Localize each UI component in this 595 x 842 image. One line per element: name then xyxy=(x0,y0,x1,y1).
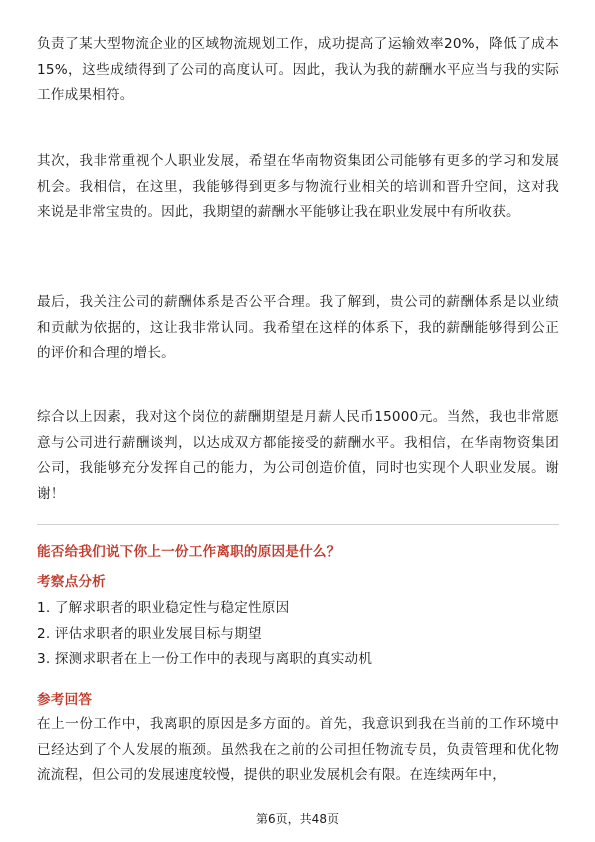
list-item: 1. 了解求职者的职业稳定性与稳定性原因 xyxy=(37,600,290,616)
section-divider xyxy=(37,524,559,525)
analysis-heading: 考察点分析 xyxy=(37,574,106,590)
page-number: 第6页，共48页 xyxy=(256,812,339,826)
analysis-list xyxy=(37,596,372,673)
paragraph-salary-achievements: 负责了某大型物流企业的区域物流规划工作，成功提高了运输效率20%，降低了成本15%，这些成绩得到了公司的高度认可。因此，我认为我的薪酬水平应当与我的实际工作成果相符。 xyxy=(37,36,559,103)
reference-answer: 在上一份工作中，我离职的原因是多方面的。首先，我意识到我在当前的工作环境中已经达到了个人发展的瓶颈。虽然我在之前的公司担任物流专员，负责管理和优化物流流程，但公司的发展速度较慢，提供的职业发展机会有限。在连续两年中， xyxy=(37,716,559,783)
paragraph-summary: 综合以上因素，我对这个岗位的薪酬期望是月薪人民币15000元。当然，我也非常愿意与公司进行薪酬谈判，以达成双方都能接受的薪酬水平。我相信，在华南物资集团公司，我能够充分发挥自己的能力，为公司创造价值，同时也实现个人职业发展。谢谢！ xyxy=(37,409,559,502)
list-item: 3. 探测求职者在上一份工作中的表现与离职的真实动机 xyxy=(37,651,373,667)
paragraph-salary-system: 最后，我关注公司的薪酬体系是否公平合理。我了解到，贵公司的薪酬体系是以业绩和贡献为依据的，这让我非常认同。我希望在这样的体系下，我的薪酬能够得到公正的评价和合理的增长。 xyxy=(37,294,559,361)
reference-heading: 参考回答 xyxy=(37,692,93,708)
paragraph-career-development: 其次，我非常重视个人职业发展，希望在华南物资集团公司能够有更多的学习和发展机会。我相信，在这里，我能够得到更多与物流行业相关的培训和晋升空间，这对我来说是非常宝贵的。因此，我期望的薪酬水平能够让我在职业发展中有所收获。 xyxy=(37,153,559,220)
list-item: 2. 评估求职者的职业发展目标与期望 xyxy=(37,625,262,642)
question-heading: 能否给我们说下你上一份工作离职的原因是什么？ xyxy=(37,544,341,560)
